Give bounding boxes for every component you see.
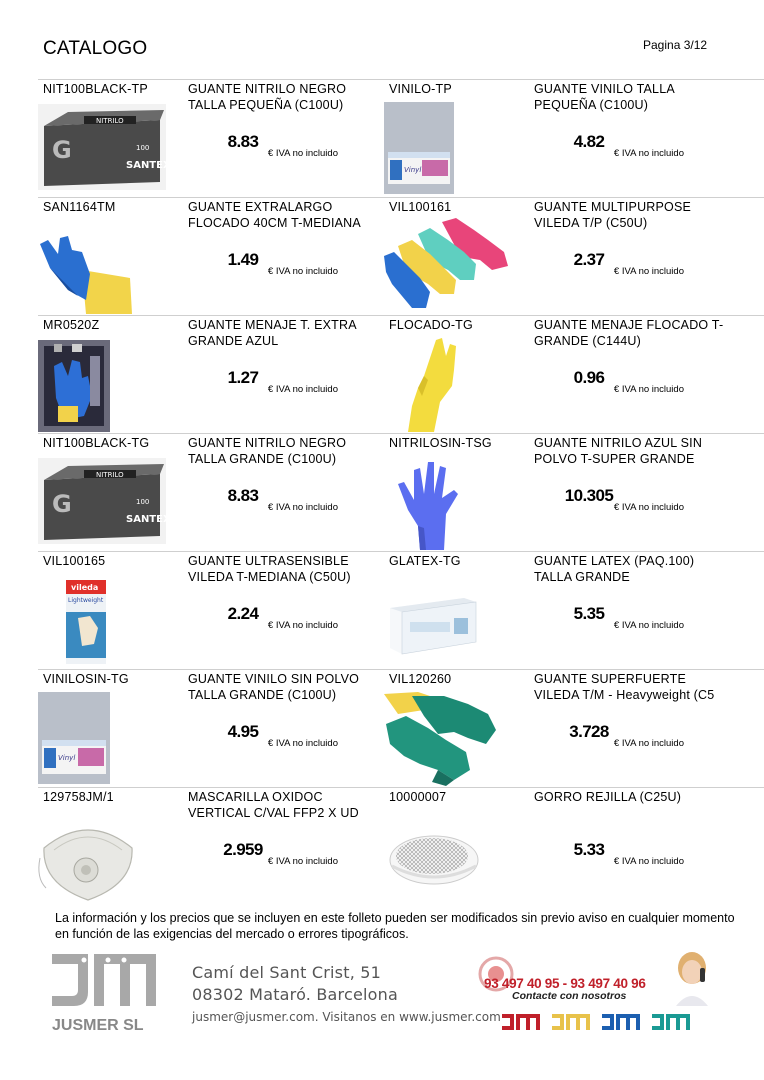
tax-note: € IVA no incluido — [613, 738, 684, 749]
company-address — [192, 962, 501, 1024]
product-code: SAN1164TM — [43, 200, 116, 214]
tax-note: € IVA no incluido — [267, 148, 338, 159]
product-cell[interactable] — [384, 198, 730, 316]
product-name: GORRO REJILLA (C25U) — [534, 790, 682, 804]
product-name: GUANTE VINILO SIN POLVO TALLA GRANDE (C100U) — [188, 672, 360, 702]
product-code: VINILO-TP — [389, 82, 452, 96]
product-price: 5.35 — [573, 604, 605, 623]
product-cell[interactable] — [384, 788, 730, 906]
product-price: 8.83 — [227, 486, 259, 505]
product-price: 3.728 — [569, 722, 609, 741]
svg-text:Vinyl: Vinyl — [404, 166, 422, 174]
jusmer-logo — [48, 950, 160, 1036]
contact-email-web[interactable]: jusmer@jusmer.com. Visitanos en www.jusmer.com — [192, 1010, 501, 1024]
product-name: GUANTE EXTRALARGO FLOCADO 40CM T-MEDIANA — [188, 200, 361, 230]
svg-text:Lightweight: Lightweight — [68, 597, 104, 604]
product-cell[interactable] — [384, 434, 730, 552]
product-code: FLOCADO-TG — [389, 318, 473, 332]
tax-note: € IVA no incluido — [613, 384, 684, 395]
product-name: GUANTE NITRILO NEGRO TALLA GRANDE (C100U) — [188, 436, 347, 466]
product-name: GUANTE MENAJE T. EXTRA GRANDE AZUL — [188, 318, 357, 348]
operator-photo — [670, 950, 714, 1006]
product-cell[interactable] — [38, 552, 384, 670]
brand-color-logos — [500, 1010, 700, 1038]
tax-note: € IVA no incluido — [613, 148, 684, 159]
product-cell[interactable] — [38, 434, 384, 552]
product-name: MASCARILLA OXIDOC VERTICAL C/VAL FFP2 X UD — [188, 790, 359, 820]
product-code: VINILOSIN-TG — [43, 672, 129, 686]
product-code: 10000007 — [389, 790, 447, 804]
product-code: GLATEX-TG — [389, 554, 461, 568]
product-code: VIL100161 — [389, 200, 452, 214]
product-price: 2.24 — [227, 604, 259, 623]
product-price: 1.49 — [227, 250, 259, 269]
svg-text:100: 100 — [136, 144, 150, 152]
product-price: 4.95 — [227, 722, 259, 741]
product-code: 129758JM/1 — [43, 790, 114, 804]
address-city: 08302 Mataró. Barcelona — [192, 985, 399, 1004]
product-cell[interactable] — [384, 316, 730, 434]
product-cell[interactable] — [38, 788, 384, 906]
tax-note: € IVA no incluido — [267, 502, 338, 513]
svg-text:G: G — [52, 136, 72, 164]
tax-note: € IVA no incluido — [613, 620, 684, 631]
svg-text:vileda: vileda — [71, 583, 99, 592]
tax-note: € IVA no incluido — [267, 620, 338, 631]
product-code: VIL100165 — [43, 554, 106, 568]
svg-text:NITRILO: NITRILO — [96, 471, 124, 479]
product-code: NITRILOSIN-TSG — [389, 436, 492, 450]
svg-text:Vinyl: Vinyl — [58, 754, 76, 762]
product-code: VIL120260 — [389, 672, 452, 686]
product-code: MR0520Z — [43, 318, 100, 332]
tax-note: € IVA no incluido — [267, 738, 338, 749]
contact-block — [476, 950, 716, 1040]
product-name: GUANTE NITRILO AZUL SIN POLVO T-SUPER GRANDE — [534, 436, 703, 466]
product-cell[interactable] — [384, 670, 730, 788]
product-name: GUANTE VINILO TALLA PEQUEÑA (C100U) — [534, 82, 675, 112]
product-cell[interactable] — [38, 198, 384, 316]
tax-note: € IVA no incluido — [267, 856, 338, 867]
product-name: GUANTE MENAJE FLOCADO T-GRANDE (C144U) — [534, 318, 724, 348]
product-price: 8.83 — [227, 132, 259, 151]
svg-text:SANTEX: SANTEX — [126, 160, 171, 171]
product-cell[interactable] — [38, 670, 384, 788]
product-price: 2.37 — [573, 250, 605, 269]
tax-note: € IVA no incluido — [613, 502, 684, 513]
product-cell[interactable] — [38, 80, 384, 198]
disclaimer-text: La información y los precios que se incluyen en este folleto pueden ser modificados sin previo aviso en cualquier momento en función de las exigencias del mercado o errores tipográficos. — [55, 911, 735, 941]
product-code: NIT100BLACK-TP — [43, 82, 148, 96]
tax-note: € IVA no incluido — [267, 266, 338, 277]
product-name: GUANTE ULTRASENSIBLE VILEDA T-MEDIANA (C50U) — [188, 554, 351, 584]
product-cell[interactable] — [384, 552, 730, 670]
company-name: JUSMER SL — [52, 1017, 144, 1034]
product-code: NIT100BLACK-TG — [43, 436, 150, 450]
svg-text:G: G — [52, 490, 72, 518]
tax-note: € IVA no incluido — [267, 384, 338, 395]
tax-note: € IVA no incluido — [613, 266, 684, 277]
product-price: 10.305 — [564, 486, 614, 505]
phone-numbers[interactable]: 93 497 40 95 - 93 497 40 96 — [484, 976, 646, 991]
product-price: 1.27 — [227, 368, 259, 387]
contact-label: Contacte con nosotros — [512, 990, 627, 1002]
product-cell[interactable] — [384, 80, 730, 198]
product-price: 0.96 — [573, 368, 605, 387]
product-price: 5.33 — [573, 840, 605, 859]
page-number: Pagina 3/12 — [643, 38, 708, 52]
svg-text:SANTEX: SANTEX — [126, 514, 171, 525]
address-street: Camí del Sant Crist, 51 — [192, 963, 382, 982]
product-cell[interactable] — [38, 316, 384, 434]
tax-note: € IVA no incluido — [613, 856, 684, 867]
product-name: GUANTE NITRILO NEGRO TALLA PEQUEÑA (C100U) — [188, 82, 347, 112]
svg-text:NITRILO: NITRILO — [96, 117, 124, 125]
product-name: GUANTE LATEX (PAQ.100) TALLA GRANDE — [534, 554, 695, 584]
product-name: GUANTE SUPERFUERTE VILEDA T/M - Heavyweight (C5 — [534, 672, 715, 702]
product-name: GUANTE MULTIPURPOSE VILEDA T/P (C50U) — [534, 200, 692, 230]
product-price: 4.82 — [573, 132, 605, 151]
svg-text:100: 100 — [136, 498, 150, 506]
product-price: 2.959 — [223, 840, 263, 859]
page-title: CATALOGO — [43, 38, 148, 59]
